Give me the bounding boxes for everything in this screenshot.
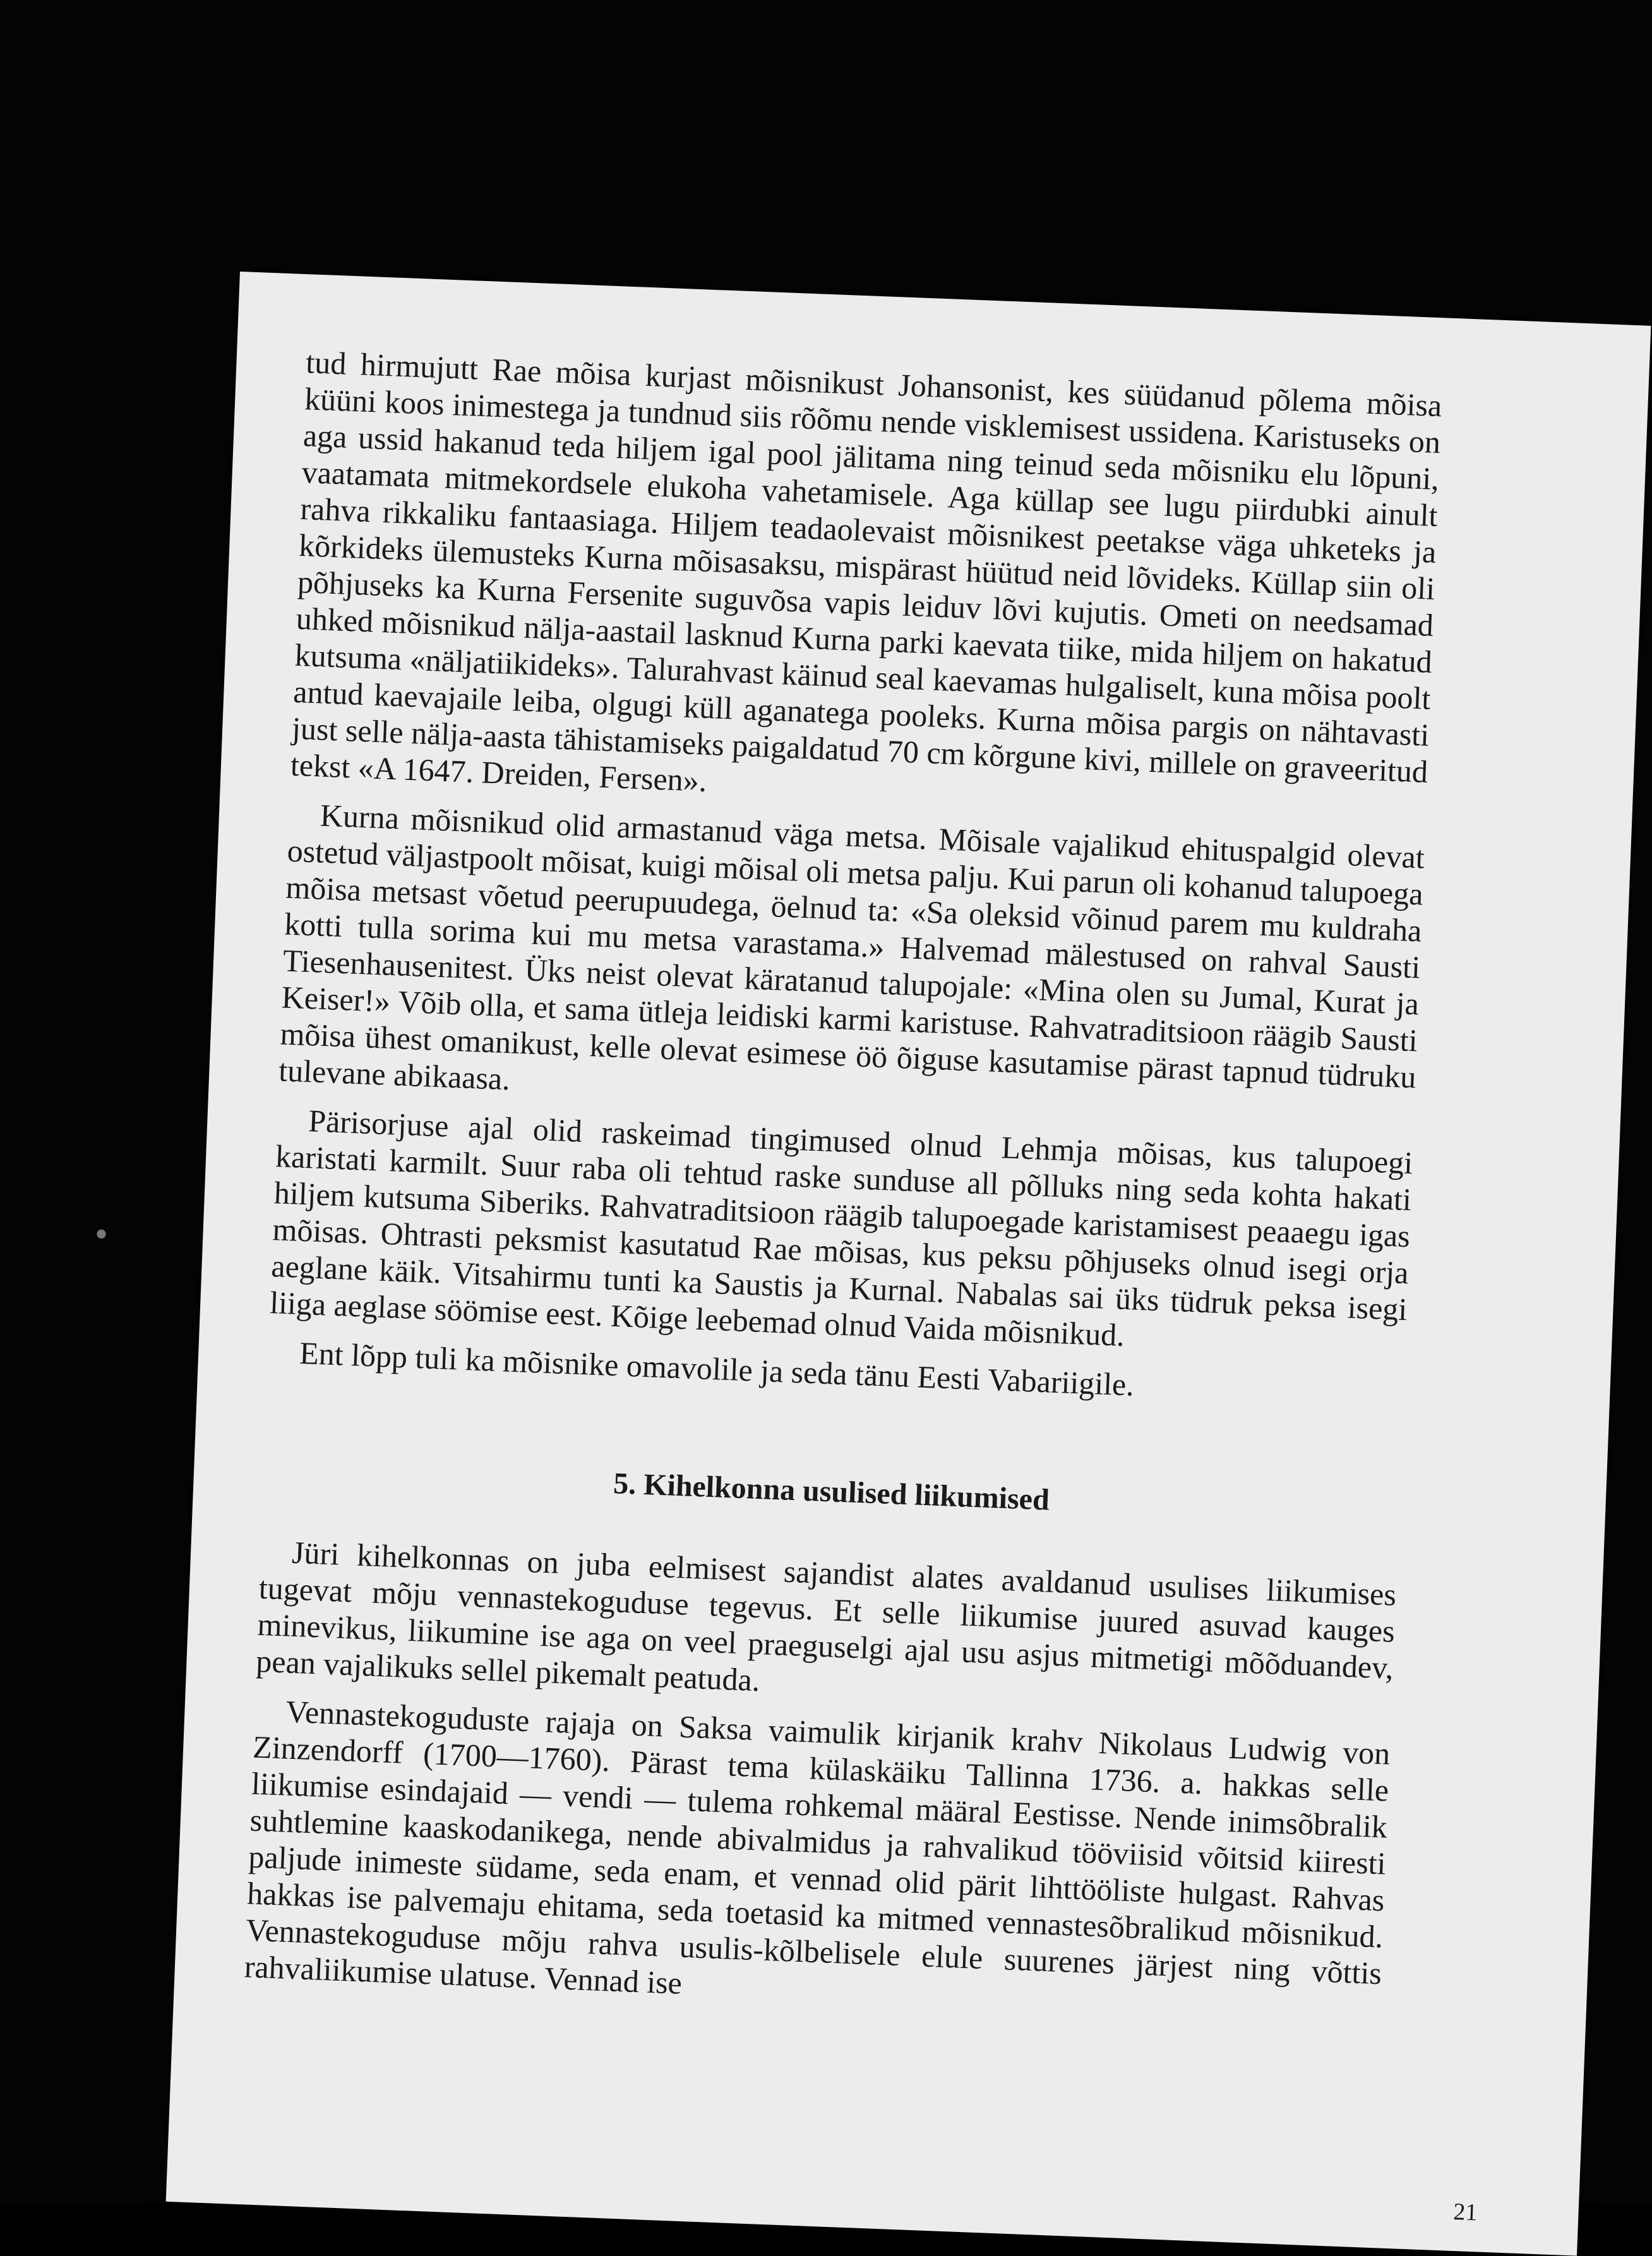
paragraph-1: tud hirmujutt Rae mõisa kurjast mõisnikust Johansonist, kes süüdanud põlema mõisa küüni koos inimestega ja tundnud siis rõõmu nende visklemisest ussidena. Karistuseks on aga ussid hakanud teda hiljem igal pool jälitama ning teinud seda mõisniku elu lõpuni, vaatamata mitmekordsele elukoha vahetamisele. Aga küllap see lugu piirdubki ainult rahva rikkaliku fantaasiaga. Hiljem teadaolevaist mõisnikest peetakse väga uhketeks ja kõrkideks ülemusteks Kurna mõisasaksu, mispärast hüütud neid lõvideks. Küllap siin oli põhjuseks ka Kurna Fersenite suguvõsa vapis leiduv lõvi kujutis. Ometi on needsamad uhked mõisnikud nälja-aastail lasknud Kurna parki kaevata tiike, mida hiljem on hakatud kutsuma «näljatiikideks». Talurahvast käinud seal kaevamas hulgaliselt, kuna mõisa poolt antud kaevajaile leiba, olgugi küll aganatega pooleks. Kurna mõisa pargis on nähtavasti just selle nälja-aasta tähistamiseks paigaldatud 70 cm kõrgune kivi, millele on graveeritud tekst «A 1647. Dreiden, Fersen». — [290, 344, 1443, 798]
book-page — [166, 272, 1651, 2256]
section-heading: 5. Kihelkonna usulised liikumised — [613, 1467, 1050, 1517]
background-speck: • — [95, 1213, 109, 1255]
section-paragraph-1: Jüri kihelkonnas on juba eelmisest sajandist alates avaldanud usulises liikumises tugevat mõju vennastekoguduse tegevus. Et selle liikumise juured asuvad kauges minevikus, liikumine ise aga on veel praeguselgi ajal usu asjus mitmetigi mõõduandev, pean vajalikuks sellel pikemalt peatuda. — [255, 1534, 1398, 1698]
paragraph-3: Pärisorjuse ajal olid raskeimad tingimused olnud Lehmja mõisas, kus talupoegi karistati karmilt. Suur raba oli tehtud raske sunduse all põlluks ning seda kohta hakati hiljem kutsuma Siberiks. Rahvatraditsioon räägib talupoegade karistamisest peaaegu igas mõisas. Ohtrasti peksmist kasutatud Rae mõisas, kus peksu põhjuseks olnud isegi orja aeglane käik. Vitsahirmu tunti ka Saustis ja Kurnal. Nabalas sai üks tüdruk peksa isegi liiga aeglase söömise eest. Kõige leebemad olnud Vaida mõisnikud. — [269, 1103, 1414, 1353]
paragraph-2: Kurna mõisnikud olid armastanud väga metsa. Mõisale vajalikud ehituspalgid olevat ostetud väljastpoolt mõisat, kuigi mõisal oli metsa palju. Kui parun oli kohanud talupoega mõisa metsast võetud peerupuudega, öelnud ta: «Sa oleksid võinud parem mu kuldraha kotti tulla sorima kui mu metsa varastama.» Halvemad mälestused on rahval Sausti Tiesenhausenitest. Üks neist olevat käratanud talupojale: «Mina olen su Jumal, Kurat ja Keiser!» Võib olla, et sama ütleja leidiski karmi karistuse. Rahvatraditsioon räägib Sausti mõisa ühest omanikust, kelle olevat esimese öö õiguse kasutamise pärast tapnud tüdruku tulevane abikaasa. — [278, 797, 1425, 1097]
page-number: 21 — [1452, 2199, 1478, 2226]
section-paragraph-2: Vennastekoguduste rajaja on Saksa vaimulik kirjanik krahv Nikolaus Ludwig von Zinzendorff (1700—1760). Pärast tema külaskäiku Tallinna 1736. a. hakkas selle liikumise esindajaid — vendi — tulema rohkemal määral Eestisse. Nende inimsõbralik suhtlemine kaaskodanikega, nende abivalmidus ja rahvalikud tööviisid võitsid kiiresti paljude inimeste südame, seda enam, et vennad olid pärit lihttööliste hulgast. Rahvas hakkas ise palvemaju ehitama, seda toetasid ka mitmed vennastesõbralikud mõisnikud. Vennastekoguduse mõju rahva usulis-kõlbelisele elule suurenes järjest ning võttis rahvaliikumise ulatuse. Vennad ise — [243, 1693, 1391, 2001]
paragraph-4: Ent lõpp tuli ka mõisnike omavolile ja seda tänu Eesti Vabariigile. — [299, 1335, 1135, 1403]
page-text — [244, 344, 1442, 2028]
